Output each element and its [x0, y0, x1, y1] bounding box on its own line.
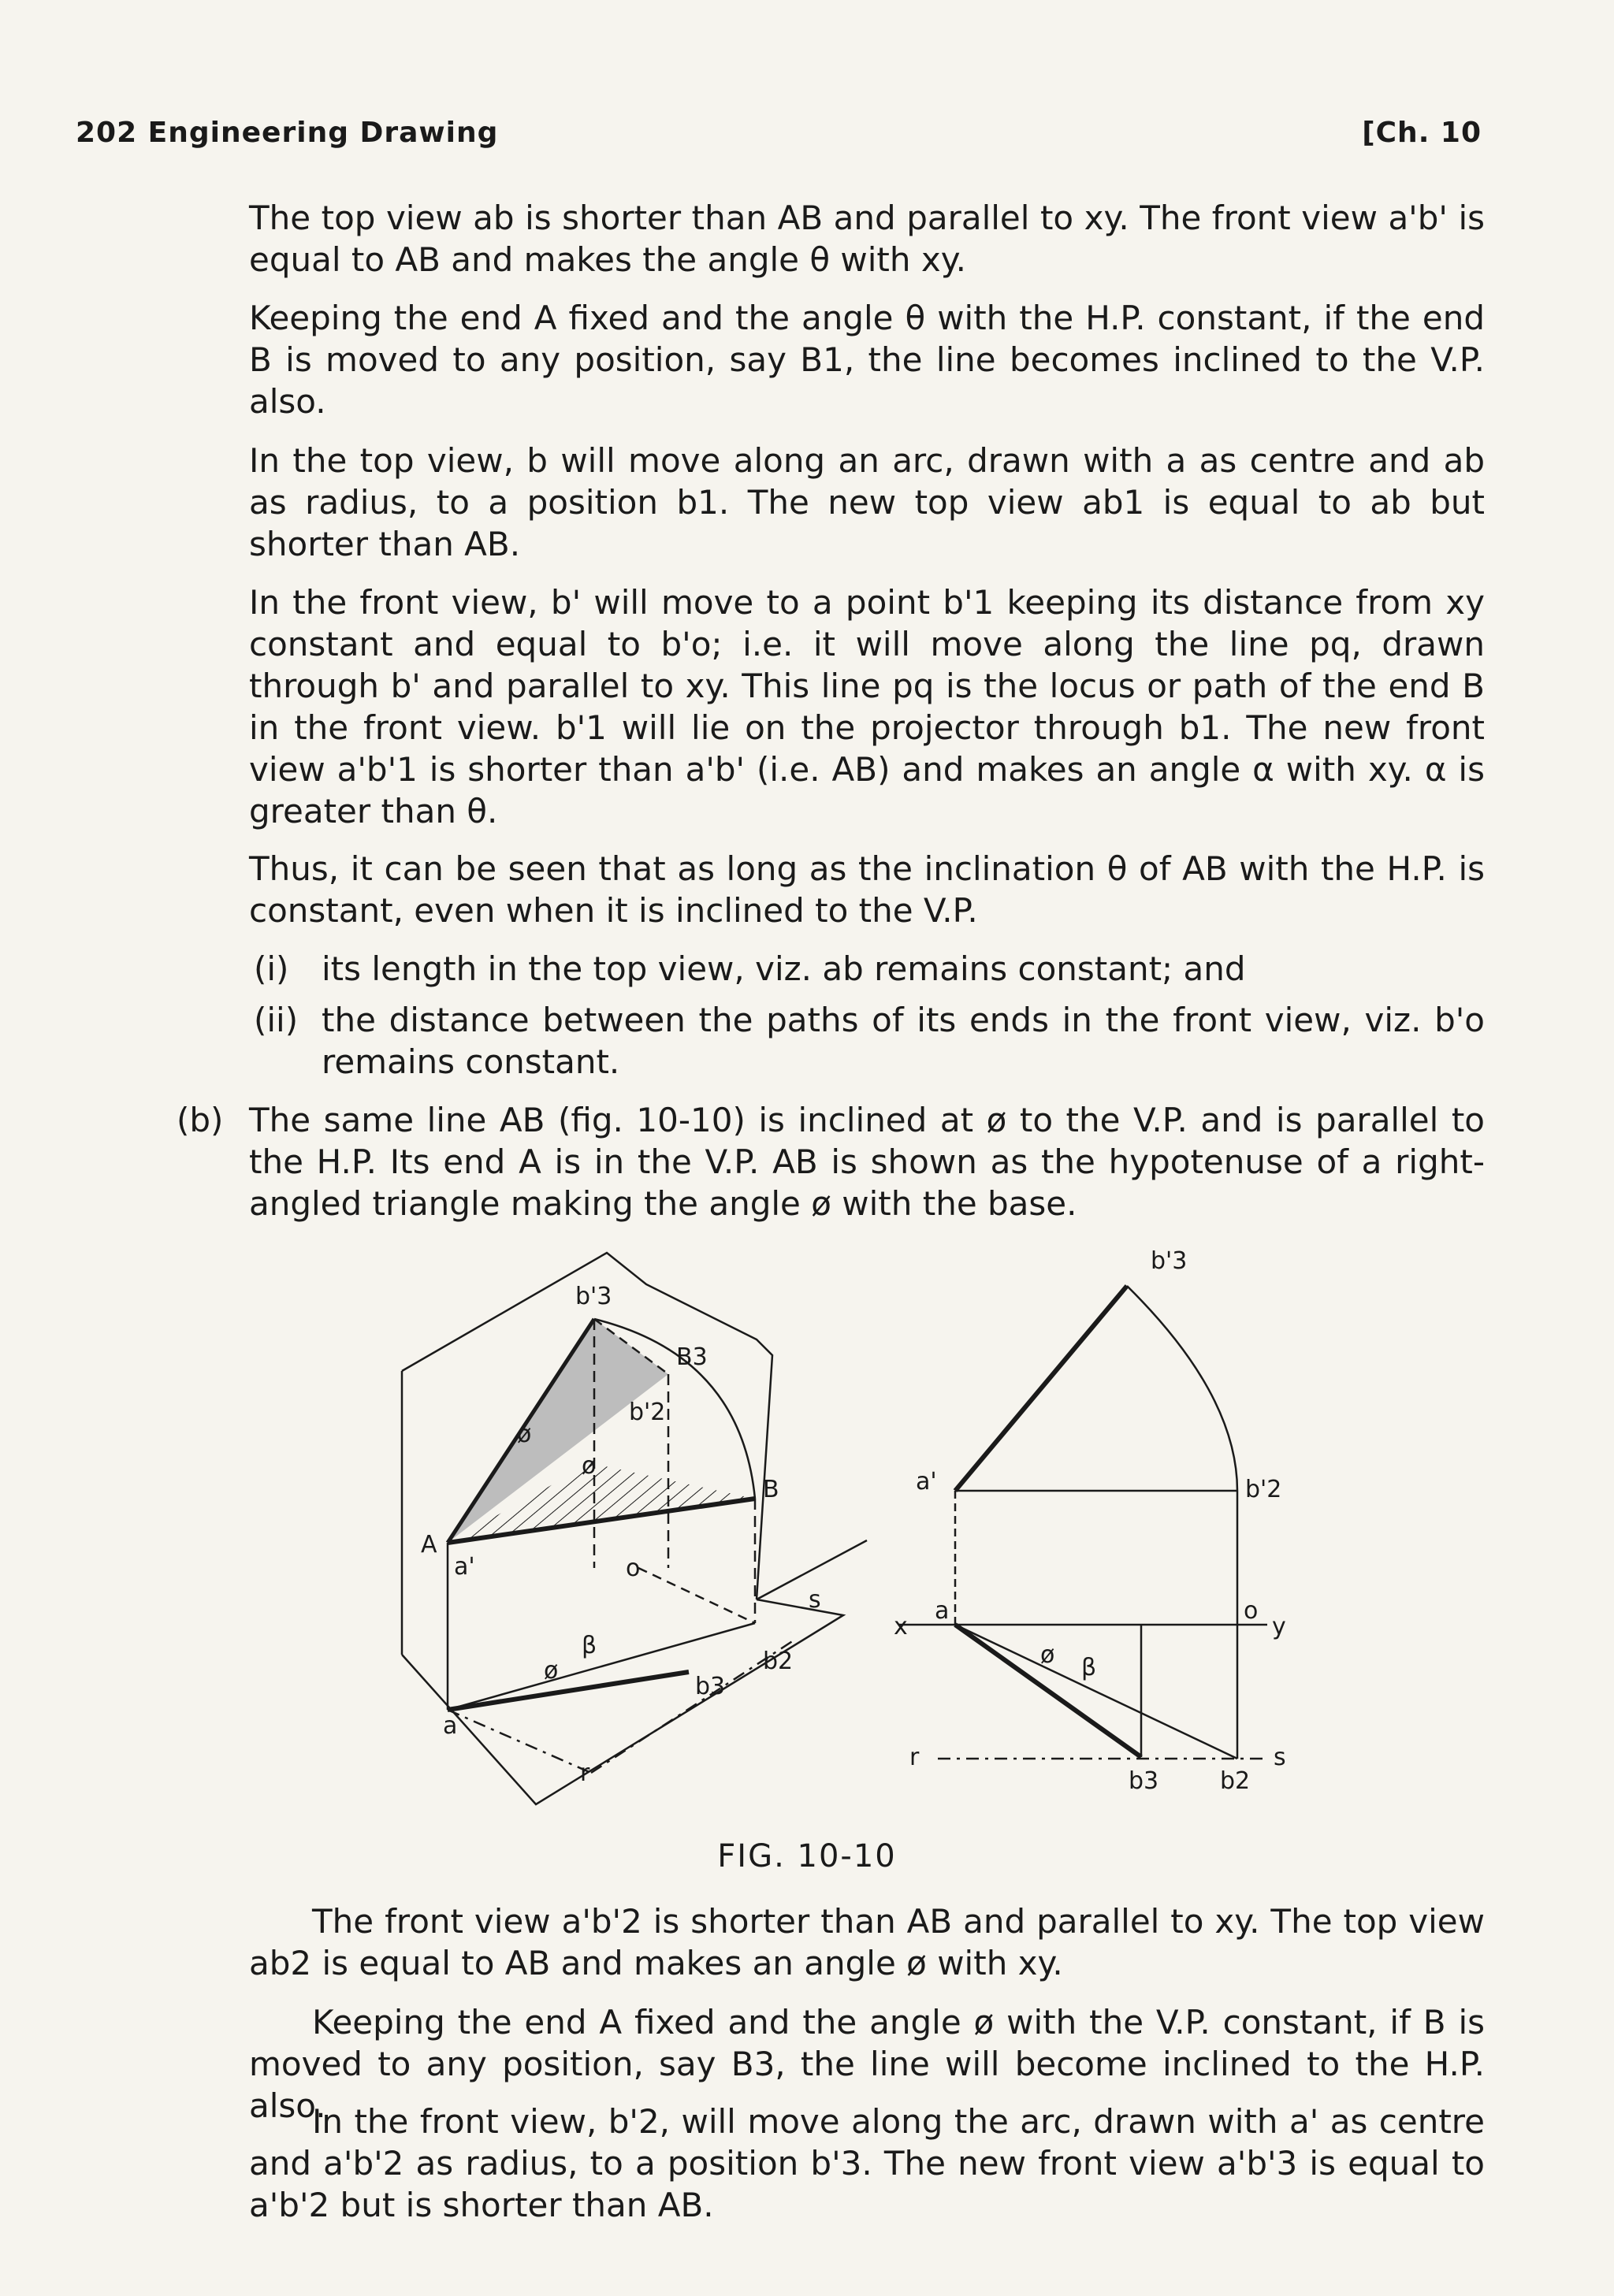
paragraph-4: In the front view, b' will move to a point b'1 keeping its distance from xy constant and equal to b'o; i.e. it will move along the line pq, drawn through b' and parallel to xy. This line pq is the locus or path of the end B in the front view. b'1 will lie on the projector through b1. The new front view a'b'1 is shorter than a'b' (i.e. AB) and makes an angle α with xy. α is greater than θ. [249, 583, 1485, 830]
hp-plane-outline [402, 1599, 843, 1804]
label-r: r [580, 1759, 590, 1787]
paragraph-2: Keeping the end A fixed and the angle θ with the H.P. constant, if the end B is moved to any position, say B1, the line becomes inclined to the V.P. also. [249, 299, 1485, 421]
orthographic-view [898, 1286, 1269, 1759]
label-y: y [1272, 1613, 1286, 1640]
a-b2-line [955, 1625, 1237, 1759]
label-b3p: b'3 [575, 1283, 612, 1310]
label-B: B [763, 1476, 779, 1503]
label-phi3: ø [544, 1657, 559, 1685]
label-ap: a' [454, 1553, 475, 1581]
paragraph-5: Thus, it can be seen that as long as the inclination θ of AB with the H.P. is constant, even when it is inclined to the V.P. [249, 849, 1485, 930]
label-beta-right: β [1081, 1654, 1097, 1681]
paragraph-1: The top view ab is shorter than AB and parallel to xy. The front view a'b' is equal to AB and makes the angle θ with xy. [249, 199, 1485, 279]
label-a-right: a [935, 1597, 950, 1625]
chapter-label: [Ch. 10 [1362, 117, 1482, 149]
hp-front-edge [448, 1710, 591, 1773]
paragraph-7: Keeping the end A fixed and the angle ø with the V.P. constant, if B is moved to any position, say B3, the line will become inclined to the H.P. also. [249, 2003, 1485, 2125]
label-phi2: ø [582, 1452, 597, 1480]
page-header [76, 117, 1482, 151]
list-item-text: its length in the top view, viz. ab remains constant; and [322, 949, 1246, 988]
paragraph-8: In the front view, b'2, will move along the arc, drawn with a' as centre and a'b'2 as radius, to a position b'3. The new front view a'b'3 is equal to a'b'2 but is shorter than AB. [249, 2102, 1485, 2224]
figure-caption: FIG. 10-10 [717, 1838, 897, 1874]
label-s: s [809, 1586, 821, 1614]
label-o: o [626, 1555, 641, 1582]
label-s-right: s [1274, 1744, 1286, 1771]
label-o-right: o [1244, 1597, 1259, 1625]
paragraph-6: The front view a'b'2 is shorter than AB and parallel to xy. The top view ab2 is equal to AB and makes an angle ø with xy. [249, 1902, 1485, 1982]
label-phi-right: ø [1040, 1641, 1055, 1669]
list-item-label: (ii) [254, 1001, 299, 1039]
pictorial-view [402, 1253, 867, 1804]
label-b3-right: b3 [1129, 1767, 1159, 1795]
ab3-top [448, 1672, 689, 1710]
list-item-label: (i) [254, 949, 289, 988]
list-item-text: the distance between the paths of its ends in the front view, viz. b'o remains constant. [322, 1001, 1485, 1081]
o-projector [638, 1568, 755, 1623]
label-beta: β [582, 1632, 597, 1659]
label-x: x [894, 1613, 908, 1640]
label-b2: b2 [763, 1648, 794, 1675]
label-B3: B3 [676, 1343, 708, 1371]
ap-b3p-line [955, 1286, 1127, 1491]
label-b2-right: b2 [1220, 1767, 1251, 1795]
label-ap-right: a' [916, 1468, 937, 1495]
item-b-text: The same line AB (fig. 10-10) is inclined at ø to the V.P. and is parallel to the H.P. Its end A is in the V.P. AB is shown as the hypotenuse of a right-angled triangle making the angle ø with the base. [249, 1101, 1485, 1223]
arc-b3p-b2p [1127, 1286, 1237, 1491]
label-A: A [421, 1531, 437, 1559]
label-a: a [443, 1712, 458, 1740]
label-phi1: ø [517, 1421, 532, 1448]
label-r-right: r [909, 1744, 920, 1771]
paragraph-3: In the top view, b will move along an arc, drawn with a as centre and ab as radius, to a position b1. The new top view ab1 is equal to ab but shorter than AB. [249, 441, 1485, 563]
label-b3p-right: b'3 [1151, 1247, 1188, 1275]
label-b2p-right: b'2 [1245, 1476, 1282, 1503]
label-b2p: b'2 [629, 1399, 666, 1426]
label-b3: b3 [695, 1673, 726, 1700]
page-number-title: 202 Engineering Drawing [76, 117, 499, 149]
item-b-label: (b) [177, 1101, 224, 1139]
figure-10-10 [331, 1237, 1340, 1836]
